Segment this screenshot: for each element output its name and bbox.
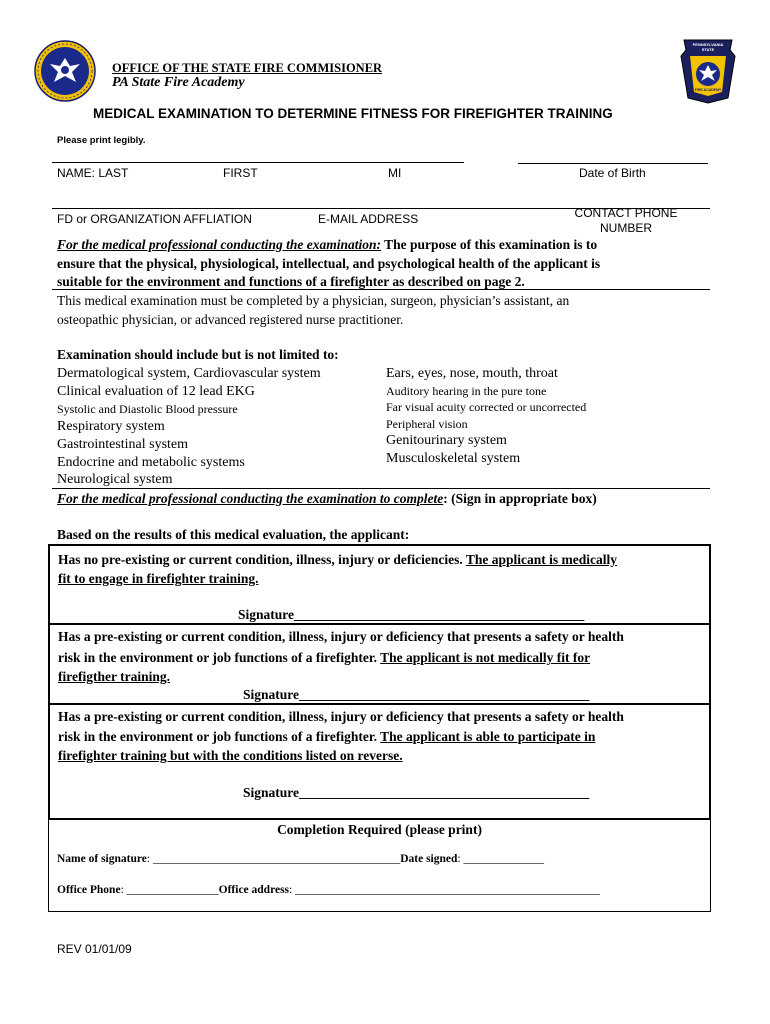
keystone-bottom-text: FIRE ACADEMY (694, 88, 722, 92)
email-label: E-MAIL ADDRESS (318, 212, 419, 226)
fire-academy-keystone-logo (680, 38, 736, 104)
office-address-line[interactable]: : _____________________________________________________ (289, 884, 600, 896)
exam-left-item: Clinical evaluation of 12 lead EKG (57, 384, 255, 399)
print-note: Please print legibly. (57, 135, 146, 146)
box3-signature-line[interactable]: Signature___________________________________________ (243, 785, 590, 800)
exam-right-item: Musculoskeletal system (386, 451, 521, 466)
name-line[interactable] (52, 162, 464, 163)
exam-left-item: Gastrointestinal system (57, 437, 189, 452)
box1-text: Has no pre-existing or current condition, illness, injury or deficiencies. (58, 552, 466, 567)
box2-verdict: The applicant is not medically fit for (380, 650, 591, 665)
box2-line2 (58, 650, 590, 666)
complete-lead: For the medical professional conducting the examination to complete (57, 491, 444, 506)
org-label: FD or ORGANIZATION AFFLIATION (57, 212, 252, 226)
state-fire-commissioner-seal (34, 40, 96, 102)
box1-signature-line[interactable]: Signature___________________________________________ (238, 607, 585, 622)
exam-left-item: Respiratory system (57, 419, 165, 434)
mi-label: MI (388, 166, 402, 180)
box3-line1: Has a pre-existing or current condition, illness, injury or deficiency that presents a safety or health (58, 709, 624, 724)
box3-verdict: The applicant is able to participate in (380, 729, 596, 744)
complete-instruction (57, 491, 597, 507)
box3-line2 (58, 729, 595, 745)
signature-box-fit[interactable] (48, 544, 711, 623)
exam-right-item: Ears, eyes, nose, mouth, throat (386, 366, 558, 381)
box1-verdict: The applicant is medically (465, 552, 618, 567)
exam-right-item: Genitourinary system (386, 433, 507, 448)
box3-text: risk in the environment or job functions of a firefighter. (58, 729, 381, 744)
signature-box-not-fit[interactable] (48, 623, 711, 703)
purpose-line3: suitable for the environment and functions of a firefighter as described on page 2. (57, 274, 525, 289)
signer-name-line[interactable]: : ___________________________________________ (146, 853, 401, 865)
phone-label (560, 206, 692, 236)
box3-line3: firefighter training but with the conditions listed on reverse. (58, 748, 403, 763)
office-name: OFFICE OF THE STATE FIRE COMMISIONER (112, 61, 383, 75)
office-phone-line[interactable]: : ________________ (120, 884, 219, 896)
academy-name: PA State Fire Academy (112, 75, 245, 90)
exam-left-item: Neurological system (57, 472, 173, 487)
office-phone-label: Office Phone (57, 884, 121, 896)
signature-box-conditional[interactable] (48, 703, 711, 820)
name-last-label: NAME: LAST (57, 166, 129, 180)
first-name-label: FIRST (223, 166, 258, 180)
office-row[interactable] (57, 884, 600, 896)
office-address-label: Office address (218, 884, 290, 896)
phone-label-line1: CONTACT PHONE (574, 206, 678, 220)
complete-tail: : (Sign in appropriate box) (443, 491, 597, 506)
qualifier-line2: osteopathic physician, or advanced registered nurse practitioner. (57, 312, 404, 327)
exam-right-item: Peripheral vision (386, 417, 468, 431)
completion-heading: Completion Required (please print) (277, 822, 482, 837)
exam-right-item: Auditory hearing in the pure tone (386, 384, 547, 398)
exam-left-item: Endocrine and metabolic systems (57, 455, 245, 470)
phone-label-line2: NUMBER (599, 221, 652, 235)
purpose-line2: ensure that the physical, physiological, intellectual, and psychological health of the applicant is (57, 256, 601, 271)
exam-left-item: Systolic and Diastolic Blood pressure (57, 402, 238, 416)
purpose-lead: For the medical professional conducting the examination: (57, 237, 382, 252)
exam-left-item: Dermatological system, Cardiovascular system (57, 366, 321, 381)
box2-line3: firefigther training. (58, 669, 170, 684)
date-signed-line[interactable]: : ______________ (457, 853, 544, 865)
box2-signature-line[interactable]: Signature___________________________________________ (243, 687, 590, 702)
box2-line1: Has a pre-existing or current condition, illness, injury or deficiency that presents a safety or health (58, 629, 624, 644)
signer-name-label: Name of signature (57, 853, 147, 865)
date-signed-label: Date signed (400, 853, 458, 865)
completion-box (48, 820, 711, 912)
revision-label: REV 01/01/09 (57, 942, 132, 956)
based-on-heading: Based on the results of this medical evaluation, the applicant: (57, 527, 410, 542)
signer-name-row[interactable] (57, 853, 544, 865)
exam-divider (52, 488, 710, 489)
purpose-line1 (57, 237, 597, 253)
box1-line2: fit to engage in firefighter training. (58, 571, 259, 586)
exam-heading: Examination should include but is not limited to: (57, 347, 339, 362)
purpose-text1: The purpose of this examination is to (381, 237, 598, 252)
qualifier-line1: This medical examination must be completed by a physician, surgeon, physician’s assistant, an (57, 293, 570, 308)
box2-text: risk in the environment or job functions of a firefighter. (58, 650, 381, 665)
exam-right-item: Far visual acuity corrected or uncorrected (386, 400, 587, 414)
dob-label: Date of Birth (579, 166, 646, 180)
dob-line[interactable] (518, 163, 708, 164)
form-title: MEDICAL EXAMINATION TO DETERMINE FITNESS FOR FIREFIGHTER TRAINING (93, 106, 613, 121)
box1-line1 (58, 552, 617, 568)
keystone-top-text: PENNSYLVANIA STATE (692, 42, 724, 52)
purpose-divider (52, 289, 710, 290)
